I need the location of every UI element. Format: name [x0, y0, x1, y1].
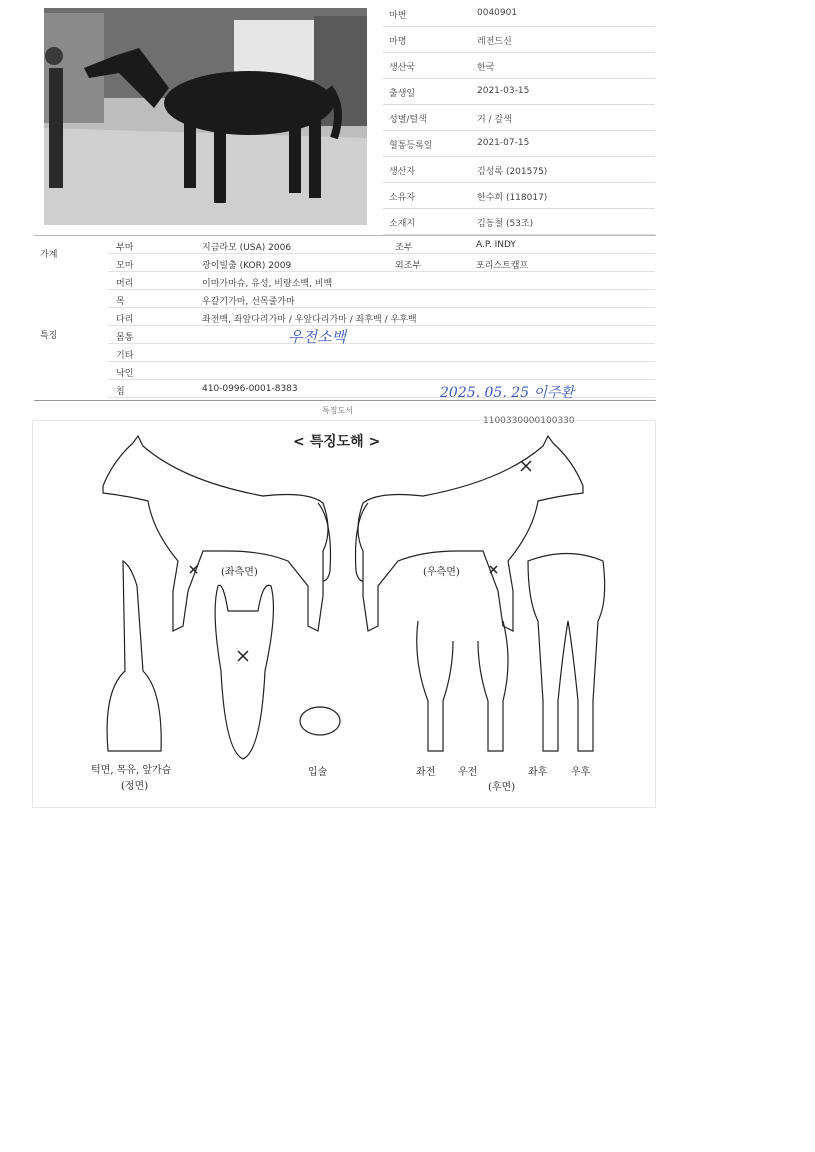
row-label: 기타 — [116, 351, 134, 361]
label-left-hind: 좌후 — [528, 767, 548, 778]
pedigree-category: 가계 — [40, 250, 58, 260]
info-value: 0040901 — [477, 8, 518, 18]
horse-outline-drawings — [33, 421, 653, 807]
info-value: 김동철 (53조) — [477, 219, 534, 229]
row-label: 외조부 — [395, 261, 422, 271]
row-value: 이마가마슈, 유성, 비량소백, 비백 — [202, 279, 333, 289]
info-row-origin-country — [383, 52, 655, 79]
label-rear: (후면) — [488, 782, 516, 793]
row-label: 몸통 — [116, 333, 134, 343]
info-value: 2021-03-15 — [477, 86, 530, 96]
partial-number: 1100330000100330 — [483, 416, 575, 424]
info-label: 혈통등록일 — [389, 141, 433, 151]
row-label: 목 — [116, 297, 125, 307]
handwritten-note: 우전소백 — [288, 328, 346, 346]
info-value: 2021-07-15 — [477, 138, 530, 148]
feature-row-brand — [108, 362, 655, 380]
info-label: 생산자 — [389, 167, 416, 177]
feature-row-other — [108, 344, 655, 362]
info-label: 마명 — [389, 37, 407, 47]
row-value: 지금라모 (USA) 2006 — [202, 243, 292, 253]
info-value: 김성록 (201575) — [477, 167, 548, 177]
label-front: (정면) — [121, 781, 149, 792]
label-right-hind: 우후 — [571, 767, 591, 778]
row-value: 410-0996-0001-8383 — [202, 384, 298, 394]
info-value: 레전드신 — [477, 37, 512, 47]
info-value: 한수희 (118017) — [477, 193, 548, 203]
row-label: 부마 — [116, 243, 134, 253]
row-value: 좌전백, 좌앞다리가마 / 우앞다리가마 / 좌후백 / 우후백 — [202, 315, 417, 325]
row-label: 다리 — [116, 315, 134, 325]
info-value: 거 / 갈색 — [477, 115, 512, 125]
label-right-fore: 우전 — [458, 767, 478, 778]
feature-row-body — [108, 326, 655, 344]
row-label: 조부 — [395, 243, 413, 253]
diagram-title: < 특징도해 > — [293, 434, 381, 450]
info-row-horse-number — [383, 0, 655, 27]
feature-row-head — [108, 272, 655, 290]
label-right-side: (우측면) — [423, 567, 460, 578]
horse-photo — [44, 8, 367, 225]
row-value: 광이빌출 (KOR) 2009 — [202, 261, 292, 271]
info-label: 생산국 — [389, 63, 416, 73]
label-left-side: (좌측면) — [221, 567, 258, 578]
row-label: 모마 — [116, 261, 134, 271]
label-left-fore: 좌전 — [416, 767, 436, 778]
feature-row-legs — [108, 308, 655, 326]
pedigree-row-dam — [108, 254, 655, 272]
features-category: 특징 — [40, 331, 58, 341]
info-value: 한국 — [477, 63, 495, 73]
feature-row-neck — [108, 290, 655, 308]
row-label: 머리 — [116, 279, 134, 289]
row-label: 칩 — [116, 387, 125, 397]
info-row-horse-name — [383, 26, 655, 53]
info-label: 소재지 — [389, 219, 416, 229]
marking-diagram — [32, 416, 656, 808]
info-row-location — [383, 208, 655, 235]
row-label: 낙인 — [116, 369, 134, 379]
row-value: 우갈기가마, 선목줄가마 — [202, 297, 295, 307]
diagram-section-heading: 특징도서 — [322, 406, 353, 415]
info-row-breeder — [383, 156, 655, 183]
info-row-sex-color — [383, 104, 655, 131]
info-label: 출생일 — [389, 89, 416, 99]
row-value: A.P. INDY — [476, 240, 516, 250]
info-label: 성별/털색 — [389, 115, 427, 125]
info-label: 소유자 — [389, 193, 416, 203]
table-bottom-line — [34, 400, 656, 401]
info-row-owner — [383, 182, 655, 209]
pedigree-row-sire — [108, 236, 655, 254]
label-muzzle: 입술 — [308, 767, 328, 778]
label-front-parts: 턱면, 목유, 앞가슴 — [91, 765, 172, 776]
info-row-birth-date — [383, 78, 655, 105]
handwritten-date-signature: 2025. 05. 25 이주환 — [440, 385, 575, 401]
info-label: 마번 — [389, 11, 407, 21]
info-row-registration-date — [383, 130, 655, 157]
row-value: 포리스트캠프 — [476, 261, 529, 271]
